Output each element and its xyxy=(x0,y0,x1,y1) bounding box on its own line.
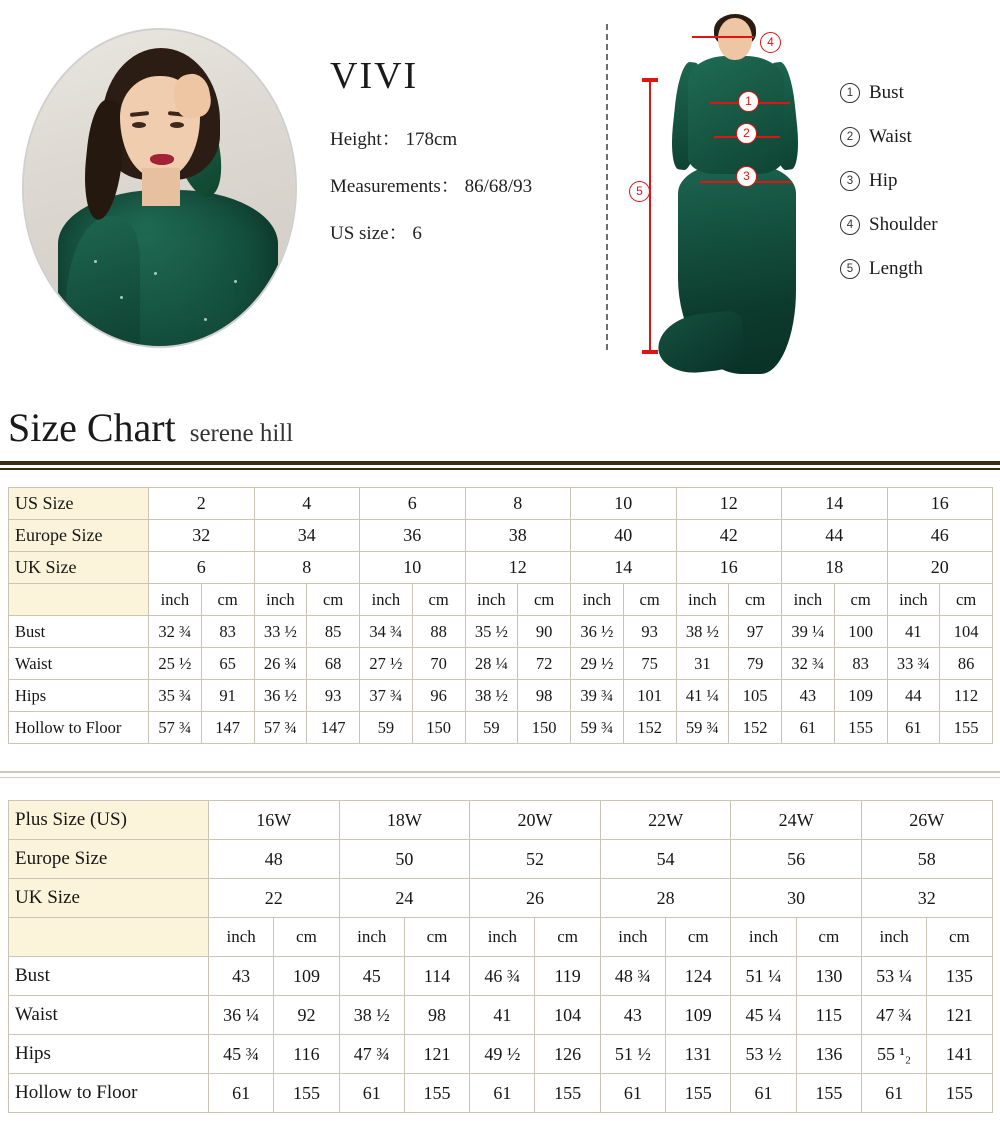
table-cell: 32 ¾ xyxy=(782,648,835,680)
table-cell: 152 xyxy=(623,712,676,744)
table-row xyxy=(9,488,993,520)
table-cell: 121 xyxy=(927,996,992,1035)
table-cell: 155 xyxy=(834,712,887,744)
table-cell: 36 xyxy=(360,520,466,552)
table-divider-secondary xyxy=(0,777,1000,778)
legend-item-waist xyxy=(840,126,938,148)
table-cell: 150 xyxy=(518,712,571,744)
unit-cell: inch xyxy=(731,918,796,957)
unit-cell: cm xyxy=(404,918,469,957)
table-cell: 59 ¾ xyxy=(676,712,729,744)
unit-cell: inch xyxy=(782,584,835,616)
dress-model-head xyxy=(718,18,752,60)
unit-row-spacer xyxy=(9,584,149,616)
table-cell: 22 xyxy=(209,879,340,918)
legend-item-bust xyxy=(840,82,938,104)
table-cell: 38 ½ xyxy=(676,616,729,648)
unit-cell: inch xyxy=(254,584,307,616)
table-cell: 46 xyxy=(887,520,993,552)
marker-shoulder: 4 xyxy=(760,32,781,53)
model-lips xyxy=(150,154,174,165)
row-header: Waist xyxy=(9,648,149,680)
table-cell: 43 xyxy=(209,957,274,996)
table-cell: 51 ½ xyxy=(600,1035,665,1074)
table-cell: 28 xyxy=(600,879,731,918)
unit-cell: inch xyxy=(861,918,926,957)
legend-item-length xyxy=(840,258,938,280)
model-photo xyxy=(24,30,295,346)
us-size-label: US size： xyxy=(330,223,408,244)
table-row xyxy=(9,552,993,584)
table-cell: 90 xyxy=(518,616,571,648)
table-cell: 36 ¼ xyxy=(209,996,274,1035)
table-cell: 61 xyxy=(887,712,940,744)
table-cell: 32 ¾ xyxy=(149,616,202,648)
model-eye-right xyxy=(170,122,184,128)
unit-cell: cm xyxy=(796,918,861,957)
table-cell: 33 ½ xyxy=(254,616,307,648)
table-cell: 98 xyxy=(518,680,571,712)
table-row xyxy=(9,918,993,957)
legend-label: Shoulder xyxy=(869,214,938,235)
legend-number-icon: 3 xyxy=(840,171,860,191)
legend-number-icon: 2 xyxy=(840,127,860,147)
marker-bust: 1 xyxy=(738,91,759,112)
table-cell: 34 xyxy=(254,520,360,552)
unit-cell: inch xyxy=(209,918,274,957)
table-cell: 55 ¹₂ xyxy=(861,1035,926,1074)
table-cell: 41 xyxy=(887,616,940,648)
table-cell: 93 xyxy=(623,616,676,648)
table-cell: 48 xyxy=(209,840,340,879)
table-cell: 59 ¾ xyxy=(571,712,624,744)
table-cell: 141 xyxy=(927,1035,992,1074)
title-rule-thick xyxy=(0,461,1000,465)
table-cell: 28 ¼ xyxy=(465,648,518,680)
table-cell: 31 xyxy=(676,648,729,680)
table-cell: 56 xyxy=(731,840,862,879)
table-cell: 57 ¾ xyxy=(254,712,307,744)
table-cell: 10 xyxy=(571,488,677,520)
table-cell: 98 xyxy=(404,996,469,1035)
table-cell: 50 xyxy=(339,840,470,879)
table-cell: 38 ½ xyxy=(339,996,404,1035)
unit-cell: cm xyxy=(274,918,339,957)
unit-cell: inch xyxy=(360,584,413,616)
table-cell: 97 xyxy=(729,616,782,648)
table-cell: 121 xyxy=(404,1035,469,1074)
model-info xyxy=(330,54,610,265)
table-cell: 30 xyxy=(731,879,862,918)
row-header: Hollow to Floor xyxy=(9,1074,209,1113)
model-measurements-row xyxy=(330,171,610,198)
plus-size-table xyxy=(8,800,993,1113)
table-cell: 96 xyxy=(412,680,465,712)
table-cell: 147 xyxy=(201,712,254,744)
length-bottom-cap xyxy=(642,350,658,354)
table-cell: 147 xyxy=(307,712,360,744)
model-height-row xyxy=(330,124,610,151)
table-cell: 26 xyxy=(470,879,601,918)
marker-waist: 2 xyxy=(736,123,757,144)
row-header: Europe Size xyxy=(9,840,209,879)
unit-cell: inch xyxy=(149,584,202,616)
table-cell: 41 xyxy=(470,996,535,1035)
measurements-label: Measurements： xyxy=(330,176,460,197)
unit-cell: cm xyxy=(307,584,360,616)
table-cell: 105 xyxy=(729,680,782,712)
unit-cell: cm xyxy=(729,584,782,616)
table-cell: 8 xyxy=(254,552,360,584)
length-top-cap xyxy=(642,78,658,82)
table-cell: 16W xyxy=(209,801,340,840)
table-cell: 155 xyxy=(535,1074,600,1113)
table-cell: 36 ½ xyxy=(254,680,307,712)
model-ussize-row xyxy=(330,218,610,245)
table-cell: 126 xyxy=(535,1035,600,1074)
model-eye-left xyxy=(132,122,146,128)
table-cell: 59 xyxy=(465,712,518,744)
table-cell: 83 xyxy=(834,648,887,680)
marker-hip: 3 xyxy=(736,166,757,187)
table-row xyxy=(9,957,993,996)
table-cell: 155 xyxy=(666,1074,731,1113)
height-label: Height： xyxy=(330,129,401,150)
table-cell: 61 xyxy=(731,1074,796,1113)
unit-row-spacer xyxy=(9,918,209,957)
table-cell: 75 xyxy=(623,648,676,680)
model-section xyxy=(0,0,1000,378)
table-cell: 112 xyxy=(940,680,993,712)
table-cell: 22W xyxy=(600,801,731,840)
table-cell: 53 ½ xyxy=(731,1035,796,1074)
table-cell: 41 ¼ xyxy=(676,680,729,712)
table-cell: 86 xyxy=(940,648,993,680)
unit-cell: inch xyxy=(339,918,404,957)
plus-size-table-body xyxy=(9,801,993,1113)
table-cell: 14 xyxy=(571,552,677,584)
measurements-value: 86/68/93 xyxy=(464,176,533,197)
row-header: Hips xyxy=(9,680,149,712)
table-cell: 155 xyxy=(404,1074,469,1113)
unit-cell: cm xyxy=(535,918,600,957)
dress-bodice xyxy=(688,56,784,174)
table-cell: 104 xyxy=(535,996,600,1035)
table-row xyxy=(9,801,993,840)
table-cell: 61 xyxy=(209,1074,274,1113)
table-cell: 38 xyxy=(465,520,571,552)
unit-cell: cm xyxy=(412,584,465,616)
height-value: 178cm xyxy=(405,129,458,150)
table-cell: 72 xyxy=(518,648,571,680)
table-cell: 155 xyxy=(274,1074,339,1113)
row-header: UK Size xyxy=(9,552,149,584)
table-cell: 29 ½ xyxy=(571,648,624,680)
table-cell: 83 xyxy=(201,616,254,648)
table-cell: 32 xyxy=(149,520,255,552)
table-row xyxy=(9,840,993,879)
table-cell: 18W xyxy=(339,801,470,840)
diagram-legend xyxy=(840,82,938,302)
table-cell: 91 xyxy=(201,680,254,712)
table-cell: 14 xyxy=(782,488,888,520)
table-cell: 43 xyxy=(600,996,665,1035)
table-cell: 24W xyxy=(731,801,862,840)
page-subtitle: serene hill xyxy=(189,420,294,447)
size-chart-heading xyxy=(8,404,293,451)
table-cell: 57 ¾ xyxy=(149,712,202,744)
table-cell: 4 xyxy=(254,488,360,520)
legend-item-shoulder xyxy=(840,214,938,236)
legend-label: Waist xyxy=(869,126,912,147)
table-cell: 61 xyxy=(861,1074,926,1113)
legend-label: Length xyxy=(869,258,923,279)
measurement-diagram xyxy=(600,6,830,372)
row-header: Europe Size xyxy=(9,520,149,552)
table-cell: 155 xyxy=(927,1074,992,1113)
dress-illustration xyxy=(660,14,810,366)
table-cell: 104 xyxy=(940,616,993,648)
table-row xyxy=(9,648,993,680)
table-cell: 8 xyxy=(465,488,571,520)
unit-cell: inch xyxy=(600,918,665,957)
table-cell: 116 xyxy=(274,1035,339,1074)
table-cell: 92 xyxy=(274,996,339,1035)
table-cell: 61 xyxy=(470,1074,535,1113)
table-cell: 115 xyxy=(796,996,861,1035)
table-row xyxy=(9,879,993,918)
table-cell: 45 ¾ xyxy=(209,1035,274,1074)
table-cell: 20W xyxy=(470,801,601,840)
table-cell: 61 xyxy=(339,1074,404,1113)
table-cell: 43 xyxy=(782,680,835,712)
row-header: Bust xyxy=(9,616,149,648)
table-cell: 54 xyxy=(600,840,731,879)
table-cell: 135 xyxy=(927,957,992,996)
table-cell: 36 ½ xyxy=(571,616,624,648)
table-cell: 37 ¾ xyxy=(360,680,413,712)
table-cell: 6 xyxy=(149,552,255,584)
table-cell: 119 xyxy=(535,957,600,996)
unit-cell: cm xyxy=(834,584,887,616)
table-cell: 32 xyxy=(861,879,992,918)
table-cell: 65 xyxy=(201,648,254,680)
table-row xyxy=(9,584,993,616)
table-cell: 49 ½ xyxy=(470,1035,535,1074)
table-cell: 18 xyxy=(782,552,888,584)
standard-size-table xyxy=(8,487,993,744)
table-cell: 61 xyxy=(600,1074,665,1113)
shoulder-measure-line xyxy=(692,36,754,38)
legend-label: Hip xyxy=(869,170,898,191)
table-cell: 45 ¼ xyxy=(731,996,796,1035)
table-cell: 68 xyxy=(307,648,360,680)
unit-cell: cm xyxy=(940,584,993,616)
table-cell: 16 xyxy=(676,552,782,584)
table-row xyxy=(9,520,993,552)
table-cell: 6 xyxy=(360,488,466,520)
table-cell: 124 xyxy=(666,957,731,996)
table-cell: 39 ¼ xyxy=(782,616,835,648)
legend-number-icon: 5 xyxy=(840,259,860,279)
table-cell: 25 ½ xyxy=(149,648,202,680)
table-cell: 114 xyxy=(404,957,469,996)
unit-cell: inch xyxy=(676,584,729,616)
table-cell: 152 xyxy=(729,712,782,744)
model-photo-circle xyxy=(22,28,297,348)
table-cell: 58 xyxy=(861,840,992,879)
legend-number-icon: 4 xyxy=(840,215,860,235)
table-cell: 51 ¼ xyxy=(731,957,796,996)
table-cell: 155 xyxy=(940,712,993,744)
table-cell: 44 xyxy=(887,680,940,712)
table-cell: 85 xyxy=(307,616,360,648)
table-cell: 26W xyxy=(861,801,992,840)
table-cell: 27 ½ xyxy=(360,648,413,680)
table-cell: 93 xyxy=(307,680,360,712)
table-divider xyxy=(0,771,1000,773)
row-header: Hollow to Floor xyxy=(9,712,149,744)
unit-cell: cm xyxy=(623,584,676,616)
us-size-value: 6 xyxy=(412,223,422,244)
unit-cell: cm xyxy=(518,584,571,616)
table-cell: 10 xyxy=(360,552,466,584)
table-cell: 12 xyxy=(676,488,782,520)
row-header: Waist xyxy=(9,996,209,1035)
table-cell: 47 ¾ xyxy=(861,996,926,1035)
length-guide-line xyxy=(606,24,608,350)
table-cell: 12 xyxy=(465,552,571,584)
table-cell: 46 ¾ xyxy=(470,957,535,996)
row-header: US Size xyxy=(9,488,149,520)
table-cell: 35 ¾ xyxy=(149,680,202,712)
legend-label: Bust xyxy=(869,82,904,103)
table-cell: 40 xyxy=(571,520,677,552)
unit-cell: inch xyxy=(470,918,535,957)
table-cell: 33 ¾ xyxy=(887,648,940,680)
table-cell: 34 ¾ xyxy=(360,616,413,648)
unit-cell: inch xyxy=(465,584,518,616)
table-cell: 39 ¾ xyxy=(571,680,624,712)
table-cell: 131 xyxy=(666,1035,731,1074)
unit-cell: inch xyxy=(571,584,624,616)
table-cell: 59 xyxy=(360,712,413,744)
table-cell: 38 ½ xyxy=(465,680,518,712)
table-cell: 42 xyxy=(676,520,782,552)
page-title: Size Chart xyxy=(8,405,176,450)
table-cell: 109 xyxy=(274,957,339,996)
table-row xyxy=(9,712,993,744)
model-neck xyxy=(142,168,180,206)
title-rule-thin xyxy=(0,468,1000,470)
table-cell: 44 xyxy=(782,520,888,552)
table-row xyxy=(9,680,993,712)
table-row xyxy=(9,1074,993,1113)
table-cell: 61 xyxy=(782,712,835,744)
table-cell: 79 xyxy=(729,648,782,680)
table-cell: 53 ¼ xyxy=(861,957,926,996)
legend-number-icon: 1 xyxy=(840,83,860,103)
table-cell: 136 xyxy=(796,1035,861,1074)
table-cell: 45 xyxy=(339,957,404,996)
row-header: Hips xyxy=(9,1035,209,1074)
table-row xyxy=(9,996,993,1035)
table-cell: 48 ¾ xyxy=(600,957,665,996)
table-cell: 70 xyxy=(412,648,465,680)
unit-cell: inch xyxy=(887,584,940,616)
table-cell: 150 xyxy=(412,712,465,744)
row-header: Bust xyxy=(9,957,209,996)
table-row xyxy=(9,1035,993,1074)
table-cell: 2 xyxy=(149,488,255,520)
row-header: UK Size xyxy=(9,879,209,918)
table-cell: 26 ¾ xyxy=(254,648,307,680)
table-cell: 47 ¾ xyxy=(339,1035,404,1074)
table-cell: 109 xyxy=(666,996,731,1035)
table-cell: 155 xyxy=(796,1074,861,1113)
table-cell: 20 xyxy=(887,552,993,584)
table-cell: 101 xyxy=(623,680,676,712)
table-cell: 35 ½ xyxy=(465,616,518,648)
table-cell: 130 xyxy=(796,957,861,996)
unit-cell: cm xyxy=(927,918,992,957)
table-cell: 88 xyxy=(412,616,465,648)
table-cell: 52 xyxy=(470,840,601,879)
unit-cell: cm xyxy=(201,584,254,616)
table-cell: 16 xyxy=(887,488,993,520)
table-row xyxy=(9,616,993,648)
legend-item-hip xyxy=(840,170,938,192)
standard-size-table-body xyxy=(9,488,993,744)
brand-name: VIVI xyxy=(330,55,419,97)
unit-cell: cm xyxy=(666,918,731,957)
table-cell: 24 xyxy=(339,879,470,918)
marker-length: 5 xyxy=(629,181,650,202)
table-cell: 109 xyxy=(834,680,887,712)
table-cell: 100 xyxy=(834,616,887,648)
length-measure-line xyxy=(649,78,651,354)
row-header: Plus Size (US) xyxy=(9,801,209,840)
